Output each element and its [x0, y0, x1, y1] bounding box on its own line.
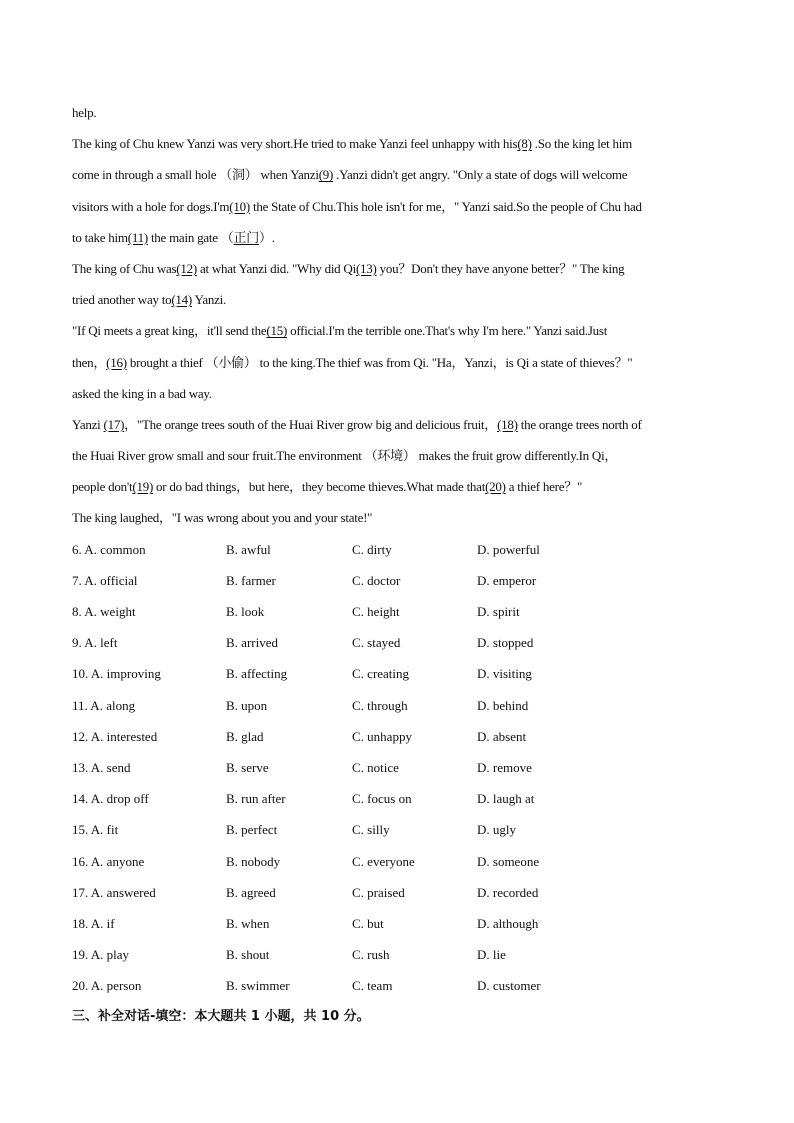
- passage-text: The king of Chu knew Yanzi was very short.He tried to make Yanzi feel unhappy with his: [72, 136, 518, 152]
- blank-marker: (10): [229, 198, 250, 214]
- passage-text: a thief here？": [505, 479, 583, 495]
- option-choice: 7. A. official: [72, 572, 138, 588]
- blank-marker: (19): [132, 479, 154, 495]
- passage-text: visitors with a hole for dogs.I'm: [72, 198, 230, 214]
- option-choice: B. upon: [226, 697, 268, 713]
- option-choice: D. lie: [477, 947, 506, 963]
- passage-text: official.I'm the terrible one.That's why I'm here." Yanzi said.Just: [287, 323, 608, 339]
- option-choice: C. stayed: [352, 635, 401, 651]
- option-choice: B. swimmer: [226, 978, 290, 994]
- option-row: [72, 534, 724, 565]
- option-choice: B. farmer: [226, 572, 276, 588]
- option-choice: D. recorded: [477, 884, 539, 900]
- option-choice: B. when: [226, 915, 270, 931]
- blank-marker: (13): [355, 260, 377, 276]
- blank-marker: 正门: [233, 229, 259, 245]
- passage-line: [72, 191, 724, 222]
- option-choice: 11. A. along: [72, 697, 136, 713]
- option-choice: C. doctor: [352, 572, 401, 588]
- passage-text: at what Yanzi did. "Why did Qi: [196, 260, 356, 276]
- passage-text: Yanzi.: [192, 292, 227, 308]
- option-choice: B. shout: [226, 947, 270, 963]
- passage-text: .Yanzi didn't get angry. "Only a state of dogs will welcome: [333, 167, 628, 183]
- option-choice: B. perfect: [226, 822, 278, 838]
- option-choice: C. notice: [352, 759, 399, 775]
- passage-text: asked the king in a bad way.: [72, 385, 212, 401]
- blank-marker: (12): [176, 260, 197, 276]
- option-choice: B. awful: [226, 541, 271, 557]
- option-row: [72, 565, 724, 596]
- option-choice: C. rush: [352, 947, 390, 963]
- option-row: [72, 658, 724, 689]
- blank-marker: (8): [517, 136, 532, 152]
- option-choice: C. silly: [352, 822, 390, 838]
- blank-marker: (15): [266, 323, 288, 339]
- option-choice: D. customer: [477, 978, 541, 994]
- passage-line: [72, 347, 724, 378]
- passage-text: help.: [72, 105, 97, 120]
- option-choice: D. laugh at: [477, 791, 535, 807]
- option-choice: C. but: [352, 915, 384, 931]
- passage-text: Yanzi: [72, 416, 104, 432]
- passage-text: "If Qi meets a great king，it'll send the: [72, 323, 267, 339]
- blank-marker: (20): [485, 479, 506, 495]
- option-choice: D. spirit: [477, 604, 520, 619]
- option-choice: 12. A. interested: [72, 728, 158, 744]
- option-row: [72, 814, 724, 845]
- option-choice: C. team: [352, 978, 393, 994]
- passage-line: [72, 378, 724, 409]
- answer-options: [72, 534, 724, 1002]
- passage-text: brought a thief （小偷） to the king.The thief was from Qi. "Ha，Yanzi，is Qi a state of thieves？": [126, 354, 633, 370]
- passage-line: [72, 128, 724, 159]
- passage-text: the Huai River grow small and sour fruit.The environment （环境） makes the fruit grow differently.In Qi，: [72, 448, 618, 464]
- option-choice: D. absent: [477, 728, 527, 744]
- document-page: [72, 97, 724, 1033]
- passage-line: [72, 409, 724, 440]
- option-choice: D. although: [477, 915, 539, 931]
- option-choice: C. focus on: [352, 791, 412, 807]
- passage-text: to take him: [72, 229, 128, 245]
- option-choice: D. visiting: [477, 666, 532, 682]
- option-choice: C. everyone: [352, 853, 415, 869]
- option-choice: B. look: [226, 604, 265, 619]
- passage-text: .So the king let him: [531, 136, 632, 152]
- passage-text: tried another way to: [72, 292, 172, 308]
- passage-text: ）.: [258, 229, 275, 245]
- blank-marker: (14): [171, 292, 192, 308]
- option-row: [72, 627, 724, 658]
- passage-line: [72, 253, 724, 284]
- blank-marker: (11): [127, 229, 148, 245]
- blank-marker: (9): [318, 167, 334, 183]
- option-choice: B. agreed: [226, 884, 276, 900]
- passage-text: then，: [72, 354, 107, 370]
- option-choice: D. stopped: [477, 635, 534, 651]
- option-row: [72, 939, 724, 970]
- option-choice: 13. A. send: [72, 759, 131, 775]
- option-row: [72, 846, 724, 877]
- passage-line: [72, 471, 724, 502]
- option-choice: 15. A. fit: [72, 822, 119, 838]
- passage-text: The king laughed，"I was wrong about you and your state!": [72, 510, 373, 526]
- option-choice: B. run after: [226, 791, 286, 807]
- option-choice: B. serve: [226, 759, 269, 775]
- option-choice: 6. A. common: [72, 541, 146, 557]
- blank-marker: (17): [103, 416, 125, 432]
- passage-text: or do bad things，but here，they become thieves.What made that: [153, 479, 486, 495]
- passage-text: The king of Chu was: [72, 260, 177, 276]
- section-heading: 三、补全对话-填空：本大题共 1 小题，共 10 分。: [72, 1009, 370, 1025]
- option-choice: D. behind: [477, 697, 529, 713]
- option-choice: D. someone: [477, 853, 540, 869]
- blank-marker: (18): [497, 416, 518, 432]
- passage-text: the State of Chu.This hole isn't for me，" Yanzi said.So the people of Chu had: [249, 198, 642, 214]
- option-row: [72, 721, 724, 752]
- passage-line: [72, 502, 724, 533]
- option-row: [72, 596, 724, 627]
- option-choice: 16. A. anyone: [72, 853, 145, 869]
- option-choice: D. emperor: [477, 572, 537, 588]
- passage-text: people don't: [72, 479, 133, 495]
- option-row: [72, 752, 724, 783]
- option-choice: 19. A. play: [72, 947, 130, 963]
- passage-text: the orange trees north of: [517, 416, 642, 432]
- option-choice: 8. A. weight: [72, 604, 136, 619]
- passage-line: [72, 315, 724, 346]
- passage-line: [72, 440, 724, 471]
- option-choice: 10. A. improving: [72, 666, 161, 682]
- option-choice: C. height: [352, 604, 400, 619]
- reading-passage: [72, 97, 724, 534]
- passage-text: you？Don't they have anyone better？" The king: [376, 260, 625, 276]
- passage-text: the main gate （: [147, 229, 234, 245]
- option-choice: D. powerful: [477, 541, 540, 557]
- passage-text: come in through a small hole （洞） when Yanzi: [72, 167, 319, 183]
- option-choice: D. remove: [477, 759, 532, 775]
- option-choice: D. ugly: [477, 822, 516, 838]
- option-choice: 14. A. drop off: [72, 791, 149, 807]
- passage-line: [72, 159, 724, 190]
- option-choice: B. nobody: [226, 853, 281, 869]
- option-choice: 17. A. answered: [72, 884, 156, 900]
- passage-line: [72, 222, 724, 253]
- passage-text: ，"The orange trees south of the Huai River grow big and delicious fruit，: [124, 416, 498, 432]
- option-row: [72, 970, 724, 1001]
- passage-line: [72, 97, 724, 128]
- option-choice: 18. A. if: [72, 915, 115, 931]
- option-choice: C. creating: [352, 666, 410, 682]
- passage-line: [72, 284, 724, 315]
- blank-marker: (16): [106, 354, 127, 370]
- option-choice: B. glad: [226, 728, 264, 744]
- option-choice: 9. A. left: [72, 635, 118, 651]
- option-choice: C. through: [352, 697, 408, 713]
- option-choice: C. dirty: [352, 541, 392, 557]
- option-choice: B. arrived: [226, 635, 278, 651]
- option-choice: B. affecting: [226, 666, 288, 682]
- option-row: [72, 908, 724, 939]
- option-row: [72, 690, 724, 721]
- option-choice: 20. A. person: [72, 978, 142, 994]
- option-choice: C. unhappy: [352, 728, 412, 744]
- option-row: [72, 783, 724, 814]
- option-choice: C. praised: [352, 884, 405, 900]
- option-row: [72, 877, 724, 908]
